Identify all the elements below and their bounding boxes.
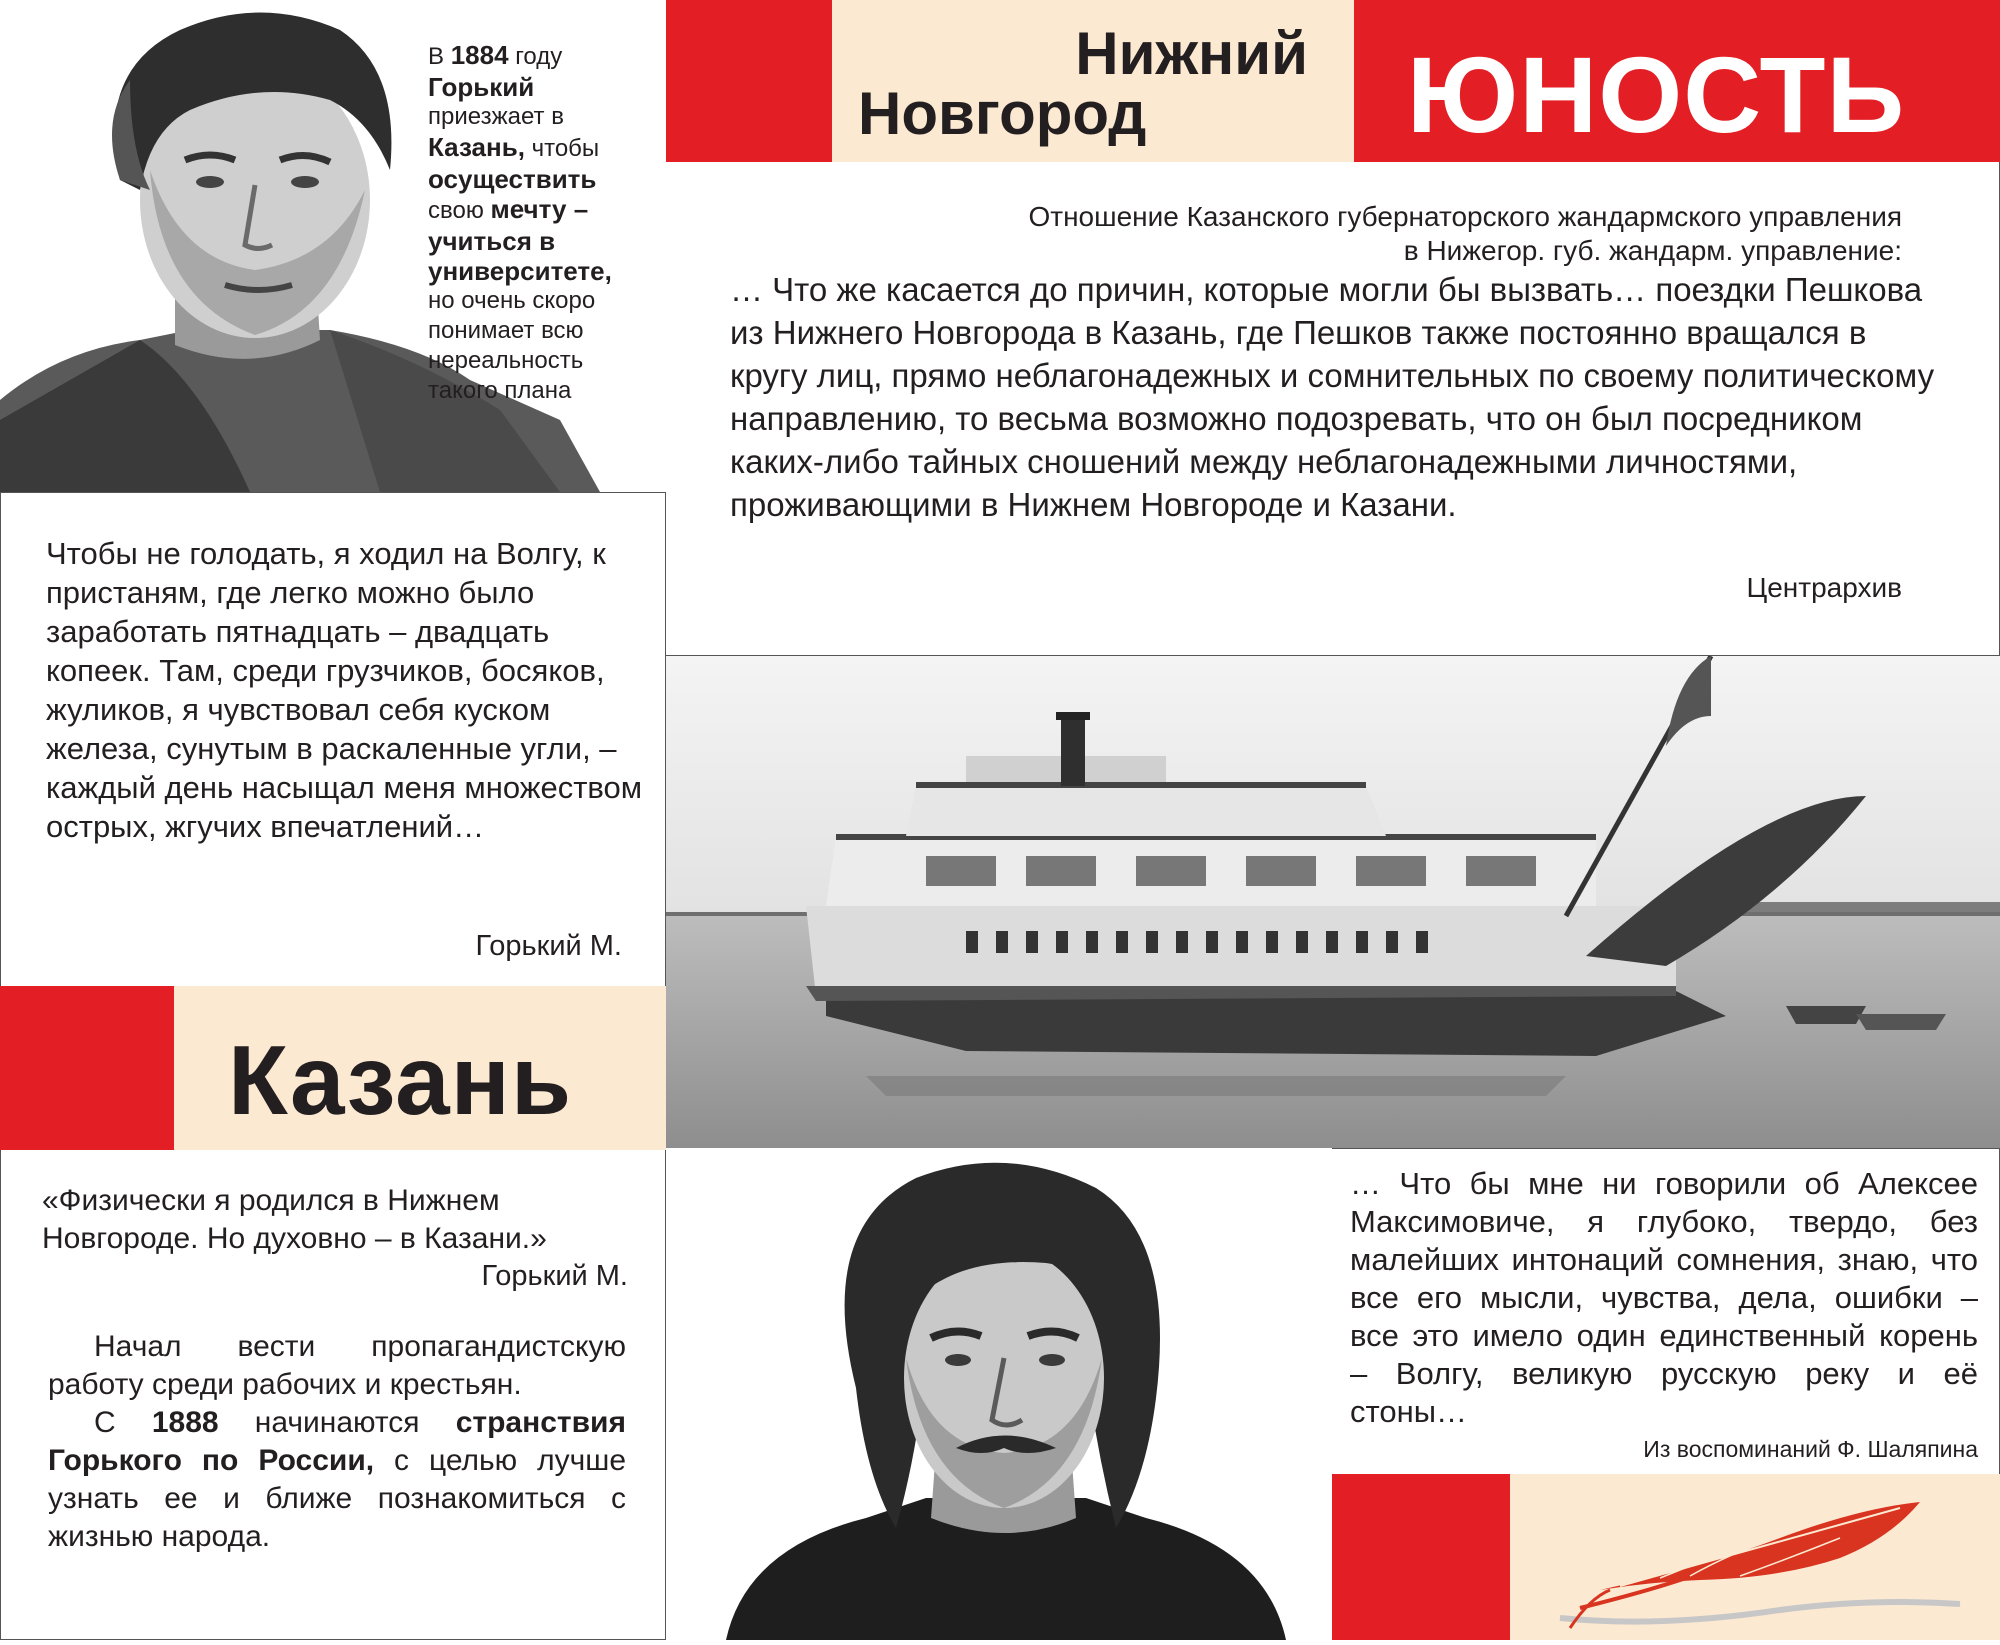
propaganda-paragraph-1: Начал вести пропагандистскую работу среди рабочих и крестьян. — [48, 1330, 626, 1401]
kazan-title: Казань — [228, 1025, 573, 1135]
quill-pen-icon — [1540, 1478, 1980, 1636]
steamboat-photo — [666, 656, 2000, 1148]
propaganda-text — [48, 1328, 626, 1556]
physical-quote-attribution: Горький М. — [481, 1260, 628, 1292]
quill-red-block — [1332, 1474, 1510, 1640]
section-title: ЮНОСТЬ — [1406, 34, 1906, 155]
hunger-quote-attribution: Горький М. — [475, 930, 622, 962]
gorky-portrait — [666, 1148, 1332, 1640]
document-body: … Что же касается до причин, которые могли бы вызвать… поездки Пешкова из Нижнего Новгорода в Казань, где Пешков также постоянно вращался в кругу лиц, прямо неблагонадежных и сомнительных по своему политическому направлению, то весьма возможно подозревать, что он был посредником каких-либо тайных сношений между неблагонадежными личностями, проживающими в Нижнем Новгороде и Казани. — [730, 271, 1935, 523]
city-title: Нижний Новгород — [858, 20, 1308, 147]
kazan-red-block — [0, 986, 174, 1150]
document-attribution: Центрархив — [1746, 572, 1902, 603]
header-red-left — [666, 0, 832, 162]
hunger-quote-text: Чтобы не голодать, я ходил на Волгу, к пристаням, где легко можно было заработать пятнадцать – двадцать копеек. Там, среди грузчиков, босяков, жуликов, я чувствовал себя куском железа, сунутым в раскаленные угли, – каждый день насыщал меня множеством острых, жгучих впечатлений… — [46, 536, 643, 844]
propaganda-paragraph-2: С 1888 начинаются странствия Горького по России, с целью лучше узнать ее и ближе познакомиться с жизнью народа. — [48, 1406, 627, 1553]
intro-text: В 1884 году Горький приезжает в Казань, чтобы осуществить свою мечту – учиться в университете, но очень скоро понимает всю нереальность такого плана — [428, 40, 612, 404]
chaliapin-quote-text: … Что бы мне ни говорили об Алексее Максимовиче, я глубоко, твердо, без малейших интонаций сомнения, знаю, что все его мысли, чувства, дела, ошибки – все это имело один единственный корень – Волгу, великую русскую реку и её стоны… — [1350, 1166, 1978, 1429]
document-heading: Отношение Казанского губернаторского жандармского управления в Нижегор. губ. жандарм. управление: — [1028, 201, 1902, 266]
physical-quote-text: «Физически я родился в Нижнем Новгороде. Но духовно – в Казани.» — [42, 1184, 547, 1255]
chaliapin-quote-attribution: Из воспоминаний Ф. Шаляпина — [1643, 1436, 1978, 1462]
